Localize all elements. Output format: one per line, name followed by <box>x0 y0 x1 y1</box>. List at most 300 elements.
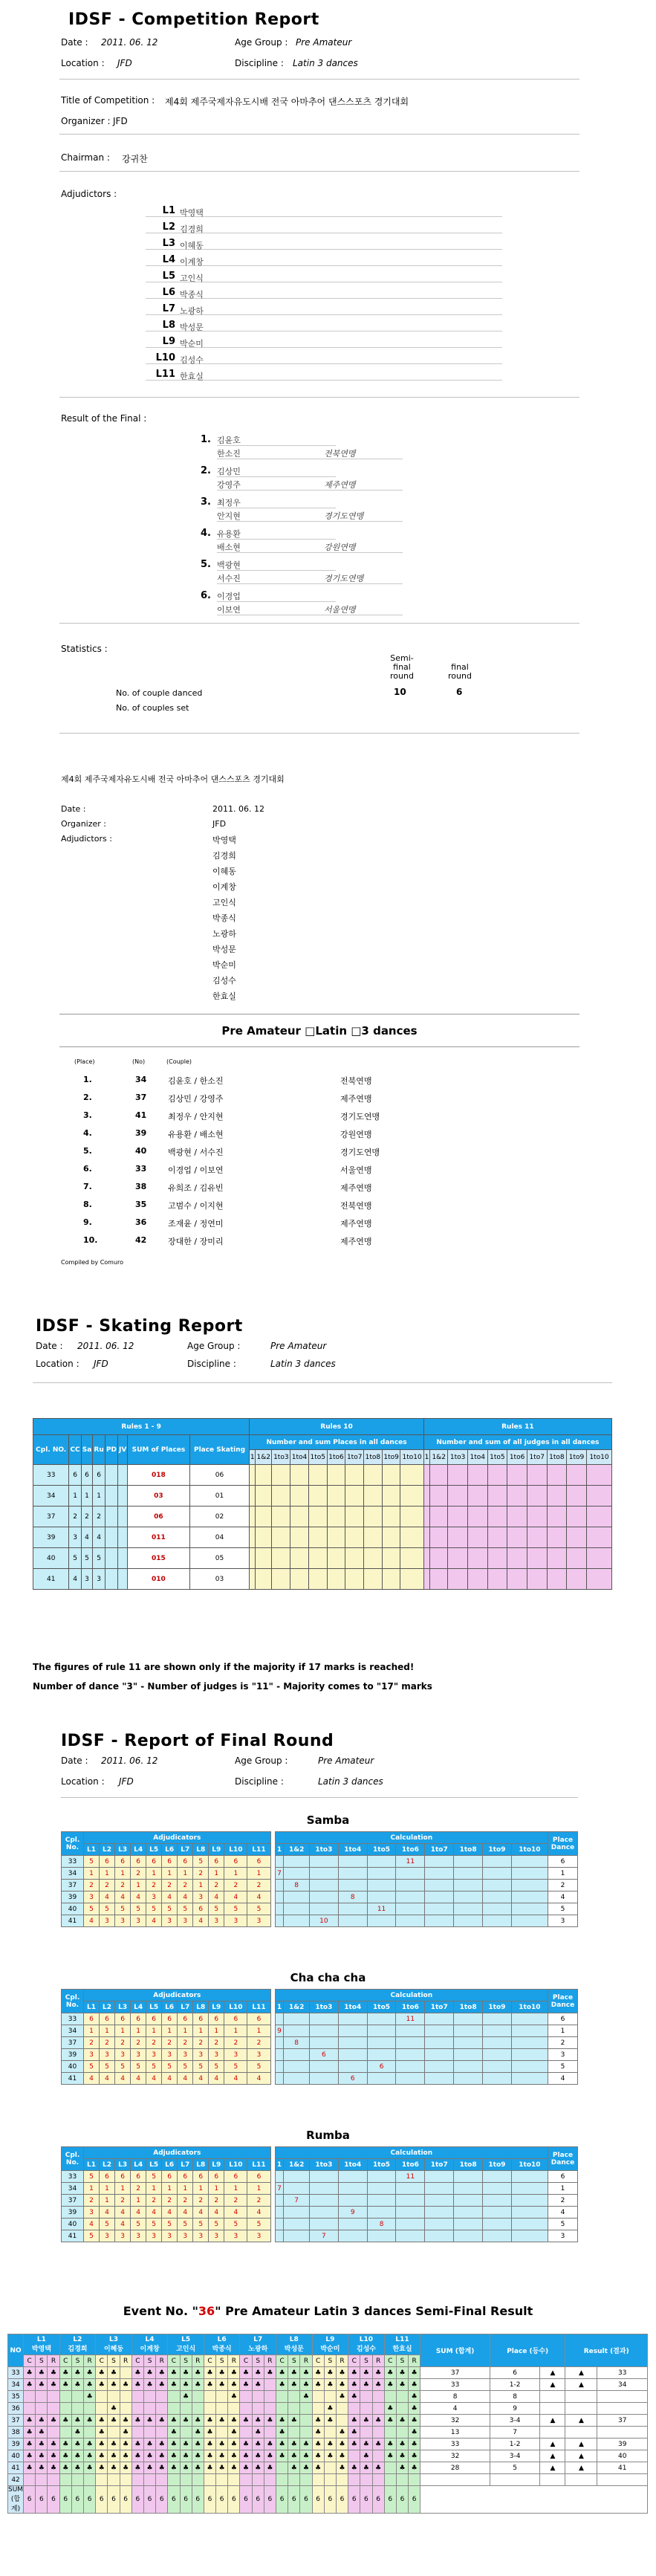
mark-cell: ♣ <box>276 2367 288 2379</box>
event-title: Pre Amateur □Latin □3 dances <box>221 1024 418 1038</box>
rules-11-col: 1to5 <box>487 1450 507 1465</box>
location-value: JFD <box>117 58 132 68</box>
rules-11-cell <box>467 1486 487 1507</box>
calc-col: 1&2 <box>284 2001 310 2013</box>
rules-10-cell <box>308 1569 327 1590</box>
judge-mark: 3 <box>84 2207 100 2219</box>
calc-value <box>396 1880 425 1891</box>
row-sum: 32 <box>420 2415 490 2427</box>
calc-col: 1to10 <box>511 2159 548 2171</box>
rules-10-cell <box>272 1527 290 1548</box>
judge-col: L4 <box>131 1844 146 1856</box>
calc-value <box>454 2049 483 2061</box>
mark-cell <box>131 2474 143 2486</box>
dance-row <box>62 2183 578 2195</box>
mark-cell: ♣ <box>48 2439 59 2450</box>
rules-11-cell <box>507 1507 527 1527</box>
row-place: 7 <box>490 2427 539 2439</box>
mark-cell <box>84 2403 96 2415</box>
judge-code: L3 <box>108 2336 118 2343</box>
mark-cell: ♣ <box>409 2439 420 2450</box>
adjudicator-name: 박순미 <box>180 339 204 349</box>
skating-row <box>33 1569 612 1590</box>
calc-value <box>454 1891 483 1903</box>
mark-cell: ♣ <box>156 2415 168 2427</box>
judge-name: 박성문 <box>284 2346 304 2353</box>
semi-row <box>8 2415 648 2427</box>
mark-cell: ♣ <box>228 2367 240 2379</box>
calc-value <box>483 2013 512 2025</box>
mark-cell: ♣ <box>288 2379 300 2391</box>
judge-header <box>276 2334 313 2355</box>
rules-11-cell <box>586 1465 611 1486</box>
calc-value <box>284 1868 310 1880</box>
mark-cell: ♣ <box>409 2415 420 2427</box>
rules-11-cell <box>448 1527 468 1548</box>
result-club: 제주연맹 <box>340 1219 372 1229</box>
judge-mark: 5 <box>84 1903 100 1915</box>
judge-mark: 5 <box>162 2061 178 2073</box>
summary-adjudicator: 고인식 <box>212 898 236 907</box>
summary-organizer-value: JFD <box>212 819 227 829</box>
mark-cell: ♣ <box>372 2379 384 2391</box>
sum-cell: 6 <box>120 2486 131 2514</box>
cpl-number: 41 <box>62 2230 84 2242</box>
mark-cell <box>24 2474 36 2486</box>
judge-mark: 6 <box>209 2171 224 2183</box>
rules-10-cell <box>382 1527 400 1548</box>
judge-mark: 2 <box>100 1880 115 1891</box>
judge-mark: 2 <box>131 2037 146 2049</box>
calc-value: 7 <box>309 2230 338 2242</box>
judge-mark: 1 <box>224 1868 247 1880</box>
result-arrow: ▲ <box>540 2450 565 2462</box>
rules-11-cell <box>547 1548 567 1569</box>
finalist-leader: 유용환 <box>217 529 241 539</box>
calc-col: 1&2 <box>284 1844 310 1856</box>
mark-cell: ♣ <box>216 2439 228 2450</box>
mark-cell <box>396 2391 408 2403</box>
finalist-rank: 4. <box>201 528 211 539</box>
sum-cell: 6 <box>300 2486 312 2514</box>
mark-cell <box>384 2474 396 2486</box>
age-label: Age Group : <box>235 37 288 48</box>
judge-mark: 6 <box>247 1856 270 1868</box>
judge-mark: 4 <box>247 2073 270 2085</box>
calc-value <box>338 2037 367 2049</box>
mark-cell: ♣ <box>96 2450 108 2462</box>
judge-mark: 5 <box>100 1903 115 1915</box>
rules-10-cell <box>345 1465 364 1486</box>
mark-cell <box>143 2427 155 2439</box>
rules-11-cell <box>586 1569 611 1590</box>
calc-value <box>338 2183 367 2195</box>
calc-value <box>454 2013 483 2025</box>
judge-mark: 5 <box>100 2219 115 2230</box>
judge-mark: 1 <box>193 2183 209 2195</box>
dance-row <box>62 2207 578 2219</box>
calc-value <box>275 1856 284 1868</box>
cpl-number: 37 <box>62 2195 84 2207</box>
rules-11-cell <box>430 1569 448 1590</box>
rules-10-col: 1to8 <box>364 1450 383 1465</box>
skating-title: IDSF - Skating Report <box>36 1317 243 1336</box>
rules-10-col: 1to4 <box>290 1450 309 1465</box>
calc-col: 1to5 <box>367 1844 396 1856</box>
calc-value: 11 <box>396 2171 425 2183</box>
judge-mark: 4 <box>247 2207 270 2219</box>
calc-value <box>367 1891 396 1903</box>
mark-cell <box>192 2403 204 2415</box>
rules-10-cell <box>345 1569 364 1590</box>
calc-value <box>275 2219 284 2230</box>
calc-value: 10 <box>309 1915 338 1927</box>
row-sum: 4 <box>420 2403 490 2415</box>
mark-cell: ♣ <box>180 2462 192 2474</box>
result-arrow: ▲ <box>540 2439 565 2450</box>
result-place: 10. <box>83 1235 98 1245</box>
calc-value <box>284 2219 310 2230</box>
row-sum: 33 <box>420 2439 490 2450</box>
calc-value <box>309 1891 338 1903</box>
mark-cell: ♣ <box>372 2462 384 2474</box>
rules-11-cell <box>527 1465 547 1486</box>
calc-value <box>284 2207 310 2219</box>
adjudicator-name: 박영택 <box>180 208 204 218</box>
mark-cell: ♣ <box>348 2379 360 2391</box>
dance-place: 6 <box>548 2013 578 2025</box>
rules-10-cell <box>250 1527 256 1548</box>
calc-value: 7 <box>275 2183 284 2195</box>
mark-cell: ♣ <box>120 2450 131 2462</box>
judge-mark: 6 <box>193 2171 209 2183</box>
judge-mark: 3 <box>247 2049 270 2061</box>
mark-cell: ♣ <box>360 2462 372 2474</box>
sum-cell: 6 <box>24 2486 36 2514</box>
mark-cell: ♣ <box>360 2450 372 2462</box>
mark-cell: ♣ <box>84 2439 96 2450</box>
rules-11-cell <box>567 1569 587 1590</box>
dance-col: R <box>264 2355 276 2367</box>
calc-value <box>284 2049 310 2061</box>
dance-col: R <box>336 2355 348 2367</box>
sum-places: 011 <box>128 1527 190 1548</box>
finalist-partner: 강영주 <box>217 480 241 490</box>
calc-value <box>511 2013 548 2025</box>
judge-col: L4 <box>131 2001 146 2013</box>
pd-place <box>105 1569 117 1590</box>
mark-cell: ♣ <box>24 2462 36 2474</box>
mark-cell <box>156 2403 168 2415</box>
calc-value <box>425 2037 454 2049</box>
mark-cell <box>24 2391 36 2403</box>
cpl-number: 40 <box>62 2061 84 2073</box>
judge-mark: 1 <box>100 1868 115 1880</box>
place-skating: 05 <box>189 1548 250 1569</box>
finalist-leader: 최정우 <box>217 498 241 508</box>
calc-value: 6 <box>309 2049 338 2061</box>
mark-cell <box>192 2391 204 2403</box>
dance-col: S <box>252 2355 264 2367</box>
calc-value: 11 <box>396 1856 425 1868</box>
judge-mark: 5 <box>247 2061 270 2073</box>
mark-cell: ♣ <box>71 2367 83 2379</box>
adjudicator-row <box>146 238 502 250</box>
finalist-row <box>190 496 502 525</box>
judge-mark: 5 <box>146 1903 162 1915</box>
col-cpl: Cpl. No. <box>62 1990 84 2013</box>
mark-cell <box>168 2391 180 2403</box>
sum-cell: 6 <box>396 2486 408 2514</box>
mark-cell: ♣ <box>204 2415 215 2427</box>
mark-cell: ♣ <box>300 2391 312 2403</box>
judge-col: L11 <box>247 2159 270 2171</box>
summary-competition: 제4회 제주국제자유도시배 전국 아마추어 댄스스포츠 경기대회 <box>61 774 285 784</box>
mark-cell: ♣ <box>131 2379 143 2391</box>
sk-date-label: Date : <box>36 1341 63 1351</box>
mark-cell: ♣ <box>300 2367 312 2379</box>
mark-cell: ♣ <box>384 2450 396 2462</box>
dance-row <box>62 2061 578 2073</box>
judge-mark: 5 <box>193 1856 209 1868</box>
mark-cell: ♣ <box>84 2450 96 2462</box>
calc-value <box>367 2049 396 2061</box>
rules-11-cell <box>507 1465 527 1486</box>
mark-cell <box>48 2403 59 2415</box>
rules-11-cell <box>487 1507 507 1527</box>
mark-cell <box>396 2403 408 2415</box>
dance-place: 5 <box>548 2061 578 2073</box>
judge-mark: 4 <box>146 2073 162 2085</box>
mark-cell <box>276 2462 288 2474</box>
judge-mark: 5 <box>131 1903 146 1915</box>
mark-cell: ♣ <box>228 2427 240 2439</box>
calc-value <box>425 1903 454 1915</box>
judge-code: L4 <box>145 2336 155 2343</box>
finalist-rank: 1. <box>201 434 211 445</box>
mark-cell: ♣ <box>24 2439 36 2450</box>
adjudicator-name: 고인식 <box>180 274 204 283</box>
judge-mark: 3 <box>100 1915 115 1927</box>
judge-col: L10 <box>224 1844 247 1856</box>
rules-11-cell <box>448 1465 468 1486</box>
calc-value <box>425 2230 454 2242</box>
row-sum: 32 <box>420 2450 490 2462</box>
judge-code: L7 <box>253 2336 263 2343</box>
calc-value <box>454 2037 483 2049</box>
calc-value <box>275 2195 284 2207</box>
mark-cell: ♣ <box>312 2439 324 2450</box>
judge-mark: 1 <box>178 2025 193 2037</box>
calc-value <box>396 2025 425 2037</box>
mark-cell <box>288 2403 300 2415</box>
result-club: 경기도연맹 <box>340 1112 380 1122</box>
judge-header <box>168 2334 204 2355</box>
rules-11-cell <box>567 1548 587 1569</box>
mark-cell: ♣ <box>348 2427 360 2439</box>
mark-cell <box>312 2403 324 2415</box>
dance-row <box>62 2025 578 2037</box>
cpl-number: 37 <box>62 2037 84 2049</box>
rules-10-cell <box>345 1548 364 1569</box>
rules-11-cell <box>547 1465 567 1486</box>
col-sa: Sa <box>81 1435 93 1465</box>
pd-place <box>105 1548 117 1569</box>
judge-mark: 4 <box>131 2073 146 2085</box>
rules-10-cell <box>308 1527 327 1548</box>
mark-cell: ♣ <box>36 2379 48 2391</box>
mark-cell <box>372 2403 384 2415</box>
sum-cell: 6 <box>71 2486 83 2514</box>
chairman-label: Chairman : <box>61 152 110 163</box>
mark-cell <box>288 2427 300 2439</box>
judge-col: L7 <box>178 2001 193 2013</box>
mark-cell <box>324 2462 336 2474</box>
row-sum <box>420 2474 490 2486</box>
mark-cell: ♣ <box>204 2367 215 2379</box>
rules-10-cell <box>400 1569 423 1590</box>
rules-11-cell <box>448 1507 468 1527</box>
rules-10-cell <box>290 1569 309 1590</box>
rules-10-cell <box>364 1486 383 1507</box>
rules-10-cell <box>382 1569 400 1590</box>
calc-value <box>454 1880 483 1891</box>
sum-cell: 6 <box>252 2486 264 2514</box>
dance-row <box>62 1891 578 1903</box>
location-label: Location : <box>61 58 105 68</box>
mark-cell: ♣ <box>120 2427 131 2439</box>
calc-value <box>454 1868 483 1880</box>
adjudicator-code: L10 <box>155 352 175 363</box>
judge-code: L9 <box>325 2336 335 2343</box>
calc-value <box>511 2195 548 2207</box>
rules-10-cell <box>400 1507 423 1527</box>
judge-mark: 2 <box>247 2037 270 2049</box>
judge-mark: 4 <box>209 1891 224 1903</box>
calc-value <box>425 2013 454 2025</box>
judge-col: L5 <box>146 1844 162 1856</box>
mark-cell: ♣ <box>324 2450 336 2462</box>
mark-cell: ♣ <box>240 2450 252 2462</box>
skating-row <box>33 1507 612 1527</box>
result-number: 34 <box>135 1075 147 1084</box>
dance-col: C <box>240 2355 252 2367</box>
mark-cell <box>36 2391 48 2403</box>
judge-mark: 5 <box>115 2061 131 2073</box>
chairman-value: 강귀찬 <box>122 154 148 164</box>
mark-cell: ♣ <box>384 2415 396 2427</box>
finalist-row <box>190 465 502 493</box>
cc-place: 1 <box>69 1486 81 1507</box>
mark-cell <box>156 2427 168 2439</box>
cpl-number: 39 <box>62 2207 84 2219</box>
judge-col: L10 <box>224 2159 247 2171</box>
result-club: 강원연맹 <box>340 1130 372 1139</box>
report-title: IDSF - Competition Report <box>68 10 319 29</box>
place-skating: 03 <box>189 1569 250 1590</box>
mark-cell: ♣ <box>96 2415 108 2427</box>
calc-value <box>367 2037 396 2049</box>
sa-place: 3 <box>81 1569 93 1590</box>
divider <box>217 583 403 584</box>
mark-cell <box>348 2403 360 2415</box>
dance-table <box>61 1831 578 1927</box>
divider <box>61 1797 578 1798</box>
mark-cell <box>59 2391 71 2403</box>
calc-col: 1to9 <box>483 2159 512 2171</box>
rules-11-cell <box>527 1507 547 1527</box>
mark-cell: ♣ <box>312 2415 324 2427</box>
sum-places: 018 <box>128 1465 190 1486</box>
result-arrow <box>540 2474 565 2486</box>
mark-cell <box>276 2391 288 2403</box>
dance-place: 5 <box>548 2219 578 2230</box>
judge-mark: 3 <box>84 1891 100 1903</box>
rules-10-cell <box>327 1465 345 1486</box>
mark-cell: ♣ <box>336 2391 348 2403</box>
calc-value <box>284 2025 310 2037</box>
mark-cell <box>84 2427 96 2439</box>
finalist-leader: 김윤호 <box>217 436 241 445</box>
dance-col: C <box>276 2355 288 2367</box>
result-place: 7. <box>83 1182 92 1191</box>
mark-cell: ♣ <box>24 2415 36 2427</box>
mark-cell: ♣ <box>204 2450 215 2462</box>
mark-cell: ♣ <box>143 2379 155 2391</box>
ru-place: 1 <box>93 1486 105 1507</box>
judge-mark: 4 <box>146 2207 162 2219</box>
judge-mark: 1 <box>247 1868 270 1880</box>
calc-value <box>309 1880 338 1891</box>
dance-col: R <box>84 2355 96 2367</box>
couple-number: 41 <box>8 2462 24 2474</box>
summary-adjudicator: 김경희 <box>212 851 236 861</box>
sum-places: 015 <box>128 1548 190 1569</box>
mark-cell <box>204 2391 215 2403</box>
mark-cell <box>264 2427 276 2439</box>
mark-cell: ♣ <box>276 2427 288 2439</box>
adjudicator-code: L9 <box>162 336 175 347</box>
result-couple: 최정우 / 안지현 <box>168 1112 224 1122</box>
sum-cell: 6 <box>156 2486 168 2514</box>
mark-cell: ♣ <box>348 2415 360 2427</box>
calc-value: 9 <box>275 2025 284 2037</box>
judge-mark: 3 <box>131 2230 146 2242</box>
divider <box>217 521 403 522</box>
mark-cell <box>360 2403 372 2415</box>
row-place: 5 <box>490 2462 539 2474</box>
mark-cell <box>48 2474 59 2486</box>
mark-cell <box>36 2403 48 2415</box>
mark-cell: ♣ <box>59 2439 71 2450</box>
calc-col: 1to10 <box>511 1844 548 1856</box>
result-arrow: ▲ <box>565 2379 597 2391</box>
finalist-club: 강원연맹 <box>324 543 356 552</box>
judge-mark: 2 <box>146 1880 162 1891</box>
divider <box>217 601 336 602</box>
mark-cell: ♣ <box>143 2450 155 2462</box>
mark-cell: ♣ <box>180 2379 192 2391</box>
sa-place: 1 <box>81 1486 93 1507</box>
rules-10-col: 1to10 <box>400 1450 423 1465</box>
finalist-row <box>190 434 502 462</box>
calc-value <box>367 2171 396 2183</box>
calc-value <box>483 1891 512 1903</box>
judge-mark: 2 <box>162 1880 178 1891</box>
calc-value: 7 <box>284 2195 310 2207</box>
mark-cell: ♣ <box>288 2462 300 2474</box>
mark-cell: ♣ <box>336 2367 348 2379</box>
